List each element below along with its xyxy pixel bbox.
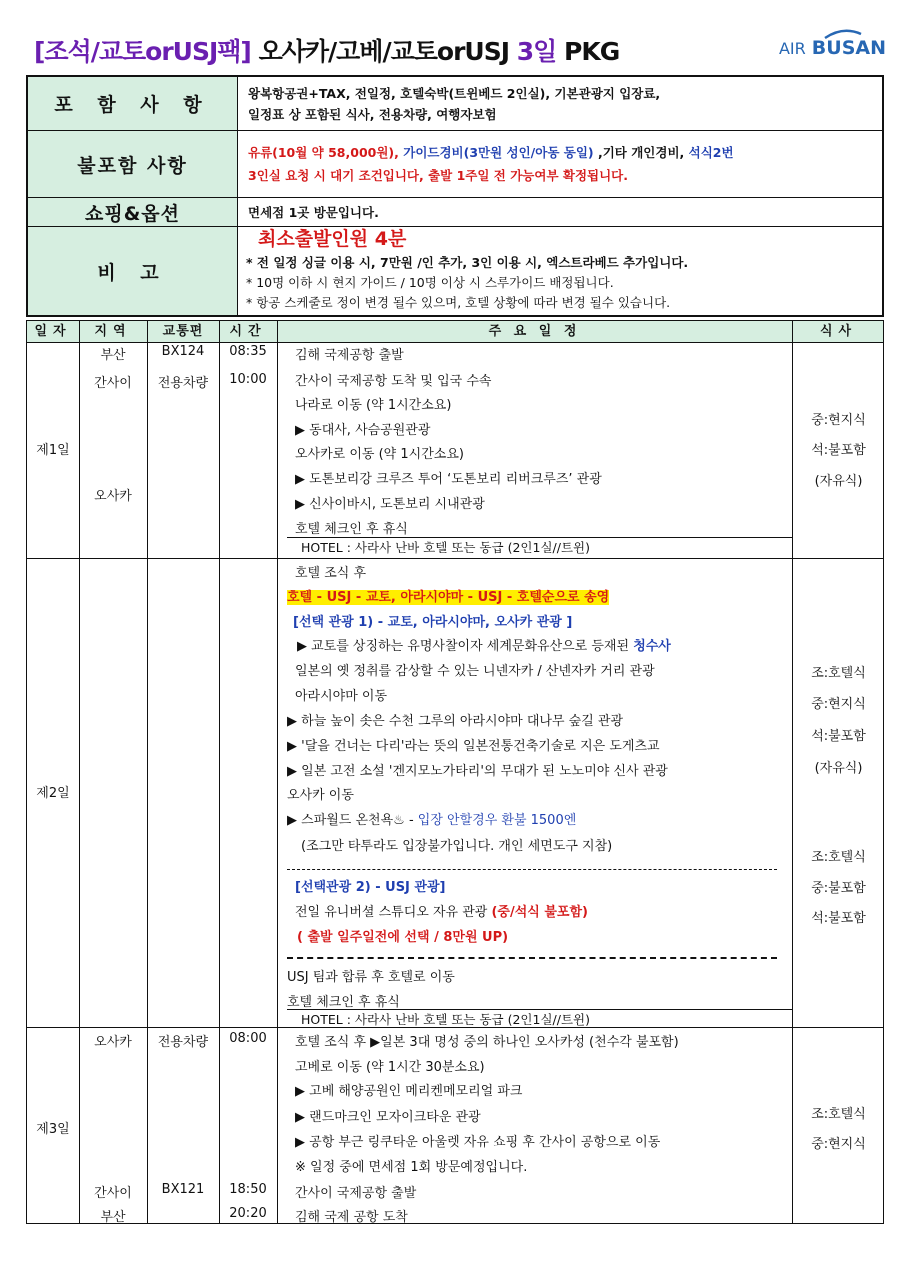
day2-option1-title: [선택 관광 1) - 교토, 아라시야마, 오사카 관광 ] — [293, 615, 573, 630]
page-header — [26, 28, 886, 70]
day3-transport: 전용차량 — [157, 1035, 209, 1050]
day3-meal: 중:현지식 — [811, 1137, 866, 1152]
logo-air-text: AIR — [778, 39, 806, 58]
schedule-header — [27, 321, 883, 343]
day3-item: 김해 국제 공항 도착 — [295, 1210, 408, 1225]
title-days: 3일 — [516, 37, 557, 66]
day2-option1-item — [297, 635, 671, 654]
included-line-2: 일정표 상 포함된 식사, 전용차량, 여행자보험 — [248, 107, 497, 122]
day3-label: 제3일 — [36, 1122, 70, 1137]
day2-option1-item: ▶ 하늘 높이 솟은 수천 그루의 아라시야마 대나무 숲길 관광 — [287, 714, 624, 729]
logo-swoosh-icon — [823, 28, 863, 40]
day2-option1-item: ▶ 일본 고전 소설 '겐지모노가타리'의 무대가 된 노노미야 신사 관광 — [287, 764, 668, 779]
included-text — [248, 77, 876, 136]
day1-transport: BX124 — [161, 344, 205, 359]
day1-region: 부산 — [100, 348, 126, 363]
excluded-dinner: 석식2번 — [684, 145, 734, 160]
remark-2: * 10명 이하 시 현지 가이드 / 10명 이상 시 스루가이드 배정됩니다. — [246, 275, 614, 290]
day1-item: 간사이 국제공항 도착 및 입국 수속 — [295, 374, 492, 389]
excluded-other: ,기타 개인경비, — [593, 145, 685, 160]
option-divider — [287, 869, 777, 870]
header-day: 일자 — [34, 324, 72, 339]
included-line-1: 왕복항공권+TAX, 전일정, 호텔숙박(트윈베드 2인실), 기본관광지 입장료, — [248, 86, 661, 101]
option-divider — [287, 957, 777, 959]
day2-spa-text: ▶ 스파월드 온천욕♨ - — [287, 813, 418, 828]
page-title — [34, 32, 619, 68]
remark-1: * 전 일정 싱글 이용 시, 7만원 /인 추가, 3인 이용 시, 엑스트라베드 추가입니다. — [246, 255, 689, 270]
day3-time: 20:20 — [229, 1206, 267, 1221]
day3-item: ▶ 공항 부근 링쿠타운 아울렛 자유 쇼핑 후 간사이 공항으로 이동 — [295, 1135, 661, 1150]
shopping-label: 쇼핑&옵션 — [28, 198, 238, 226]
air-busan-logo — [779, 37, 886, 59]
day2-option1-item: 일본의 옛 정취를 감상할 수 있는 니넨자카 / 산넨자카 거리 관광 — [295, 664, 655, 679]
day1-item: 호텔 체크인 후 휴식 — [295, 522, 408, 537]
day2-spa-note: (조그만 타투라도 입장불가입니다. 개인 세면도구 지참) — [301, 839, 613, 854]
day2-option1-item: ▶ '달을 건너는 다리'라는 뜻의 일본전통건축기술로 지은 도게츠교 — [287, 739, 660, 754]
package-info-box — [26, 75, 884, 317]
day1-item: ▶ 동대사, 사슴공원관광 — [295, 423, 431, 438]
title-suffix: PKG — [564, 37, 620, 66]
day3-time: 08:00 — [229, 1031, 267, 1046]
remarks-text — [246, 227, 876, 315]
day1-item: 오사카로 이동 (약 1시간소요) — [295, 447, 464, 462]
day2-label: 제2일 — [36, 786, 70, 801]
header-meal: 식사 — [819, 324, 858, 339]
shopping-row — [28, 198, 882, 227]
included-row — [28, 77, 882, 131]
remark-3: * 항공 스케줄로 정이 변경 될수 있으며, 호텔 상황에 따라 변경 될수 있습니다. — [246, 295, 671, 310]
header-region: 지역 — [94, 324, 132, 339]
day3-transport: BX121 — [161, 1182, 205, 1197]
day2-option2-item — [295, 901, 588, 920]
col-divider — [277, 321, 278, 1223]
excluded-row — [28, 131, 882, 198]
day1-item: ▶ 도톤보리강 크루즈 투어 ‘도톤보리 리버크루즈’ 관광 — [295, 472, 602, 487]
remarks-label: 비 고 — [28, 227, 238, 315]
day2-meal: 조:호텔식 — [811, 850, 866, 865]
day2-option1-item: 아라시야마 이동 — [295, 689, 388, 704]
day1-time: 10:00 — [229, 372, 267, 387]
title-main: 오사카/고베/교토orUSJ — [258, 37, 510, 66]
day3-item: 간사이 국제공항 출발 — [295, 1186, 417, 1201]
day1-meal: 석:불포함 — [811, 443, 866, 458]
day3-item: ▶ 고베 해양공원인 메리켄메모리얼 파크 — [295, 1084, 523, 1099]
day3-item: ▶ 랜드마크인 모자이크타운 관광 — [295, 1110, 481, 1125]
day2-spa-refund: 입장 안할경우 환불 1500엔 — [417, 813, 577, 828]
header-time: 시간 — [229, 324, 267, 339]
day2-usj-text: 전일 유니버셜 스튜디오 자유 관광 — [295, 905, 492, 920]
day-divider — [27, 558, 883, 559]
included-label: 포 함 사 항 — [28, 77, 238, 130]
day2-transfer-highlight — [287, 586, 609, 605]
day2-after-item: 호텔 체크인 후 휴식 — [287, 995, 400, 1010]
day1-region: 오사카 — [94, 489, 132, 504]
title-prefix: [조석/교토orUSJ팩] — [34, 37, 251, 66]
day2-hotel-text: HOTEL : 사라사 난바 호텔 또는 동급 (2인1실//트윈) — [301, 1012, 590, 1027]
day1-meal: (자유식) — [814, 474, 863, 489]
day2-usj-meal-note: (중/석식 불포함) — [491, 905, 588, 920]
day2-spa-item — [287, 809, 576, 828]
day2-kiyomizu-name: 청수사 — [633, 639, 671, 654]
day1-item: 김해 국제공항 출발 — [295, 348, 404, 363]
excluded-line-2: 3인실 요청 시 대기 조건입니다, 출발 1주일 전 가능여부 확정됩니다. — [248, 168, 629, 183]
day3-region: 간사이 — [94, 1186, 132, 1201]
col-divider — [219, 321, 220, 1223]
min-departure: 최소출발인원 4분 — [258, 228, 407, 250]
day3-region: 부산 — [100, 1210, 126, 1225]
day1-hotel — [287, 537, 792, 556]
day3-time: 18:50 — [229, 1182, 267, 1197]
day2-hotel — [287, 1009, 792, 1028]
col-divider — [147, 321, 148, 1223]
day2-meal: 중:현지식 — [811, 697, 866, 712]
day2-after-item: USJ 팀과 합류 후 호텔로 이동 — [287, 970, 455, 985]
header-transport: 교통편 — [162, 324, 204, 339]
day1-item: 나라로 이동 (약 1시간소요) — [295, 398, 452, 413]
day3-item: 고베로 이동 (약 1시간 30분소요) — [295, 1060, 485, 1075]
day2-breakfast: 호텔 조식 후 — [295, 566, 367, 581]
day1-hotel-text: HOTEL : 사라사 난바 호텔 또는 동급 (2인1실//트윈) — [301, 540, 590, 555]
logo-busan-text: BUSAN — [811, 37, 886, 59]
day1-transport: 전용차량 — [157, 376, 209, 391]
day1-meal: 중:현지식 — [811, 413, 866, 428]
day3-item: 호텔 조식 후 ▶일본 3대 명성 중의 하나인 오사카성 (천수각 불포함) — [295, 1035, 679, 1050]
excluded-text — [248, 131, 876, 207]
day2-meal: (자유식) — [814, 761, 863, 776]
day3-item: ※ 일정 중에 면세점 1회 방문예정입니다. — [295, 1160, 528, 1175]
excluded-label: 불포함 사항 — [28, 131, 238, 197]
day2-kiyomizu-text: ▶ 교토를 상징하는 유명사찰이자 세계문화유산으로 등재된 — [297, 639, 634, 654]
col-divider — [79, 321, 80, 1223]
day2-meal: 석:불포함 — [811, 729, 866, 744]
excluded-line-1 — [248, 141, 876, 164]
day2-meal: 중:불포함 — [811, 881, 866, 896]
day2-meal: 석:불포함 — [811, 911, 866, 926]
header-itinerary: 주 요 일 정 — [488, 324, 581, 339]
day3-region: 오사카 — [94, 1035, 132, 1050]
day2-meal: 조:호텔식 — [811, 666, 866, 681]
shopping-text: 면세점 1곳 방문입니다. — [248, 205, 379, 220]
day2-transfer-highlight-text: 호텔 - USJ - 교토, 아라시야마 - USJ - 호텔순으로 송영 — [287, 590, 610, 605]
day1-region: 간사이 — [94, 376, 132, 391]
day3-meal: 조:호텔식 — [811, 1107, 866, 1122]
day2-option2-title: [선택관광 2) - USJ 관광] — [295, 880, 446, 895]
day2-option1-item: 오사카 이동 — [287, 788, 354, 803]
day1-item: ▶ 신사이바시, 도톤보리 시내관광 — [295, 497, 485, 512]
excluded-guide-fee: 가이드경비(3만원 성인/아동 동일) — [398, 145, 594, 160]
excluded-fuel: 유류(10월 약 58,000원), — [248, 145, 399, 160]
remarks-row — [28, 227, 882, 315]
day2-option2-price: ( 출발 일주일전에 선택 / 8만원 UP) — [297, 930, 509, 945]
day1-label: 제1일 — [36, 443, 70, 458]
schedule-table — [26, 320, 884, 1224]
day1-time: 08:35 — [229, 344, 267, 359]
